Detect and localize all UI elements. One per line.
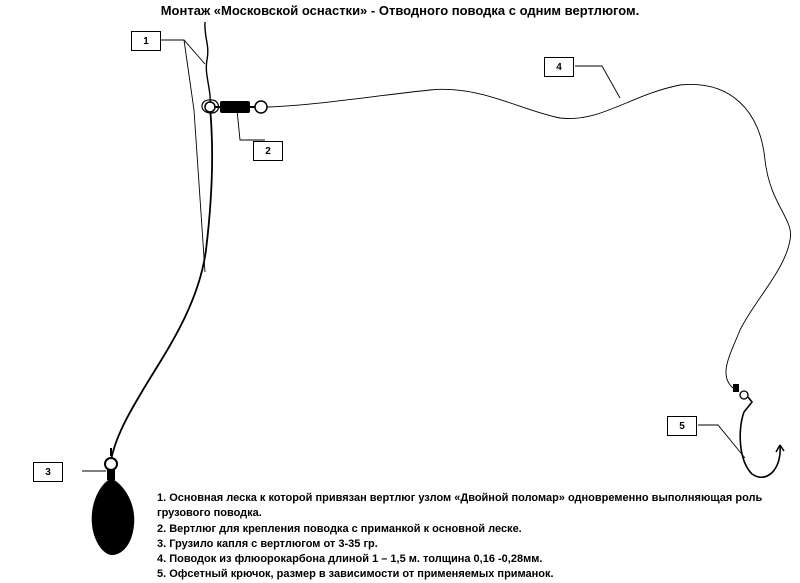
legend-item-5: 5. Офсетный крючок, размер в зависимости от применяемых приманок. <box>157 568 554 581</box>
swivel-icon <box>205 101 267 113</box>
callout-2: 2 <box>253 141 283 161</box>
leader-line <box>267 84 791 388</box>
callout-leaders <box>82 40 745 471</box>
callout-5: 5 <box>667 416 697 436</box>
callout-4: 4 <box>544 57 574 77</box>
sinker-icon <box>92 448 135 555</box>
offset-hook-icon <box>733 384 784 477</box>
main-line-lower <box>111 108 212 460</box>
legend <box>157 491 787 583</box>
legend-item-3: 3. Грузило капля с вертлюгом от 3-35 гр. <box>157 537 378 550</box>
main-line-upper <box>205 22 210 108</box>
legend-item-4: 4. Поводок из флюорокарбона длиной 1 – 1,5 м. толщина 0,16 -0,28мм. <box>157 553 543 566</box>
callout-3: 3 <box>33 462 63 482</box>
diagram-title: Монтаж «Московской оснастки» - Отводного поводка с одним вертлюгом. <box>160 3 640 18</box>
callout-1: 1 <box>131 31 161 51</box>
legend-item-1: 1. Основная леска к которой привязан вертлюг узлом «Двойной поломар» одновременно выполняющая роль грузового поводка. <box>157 492 763 520</box>
legend-item-2: 2. Вертлюг для крепления поводка с приманкой к основной леске. <box>157 522 522 535</box>
